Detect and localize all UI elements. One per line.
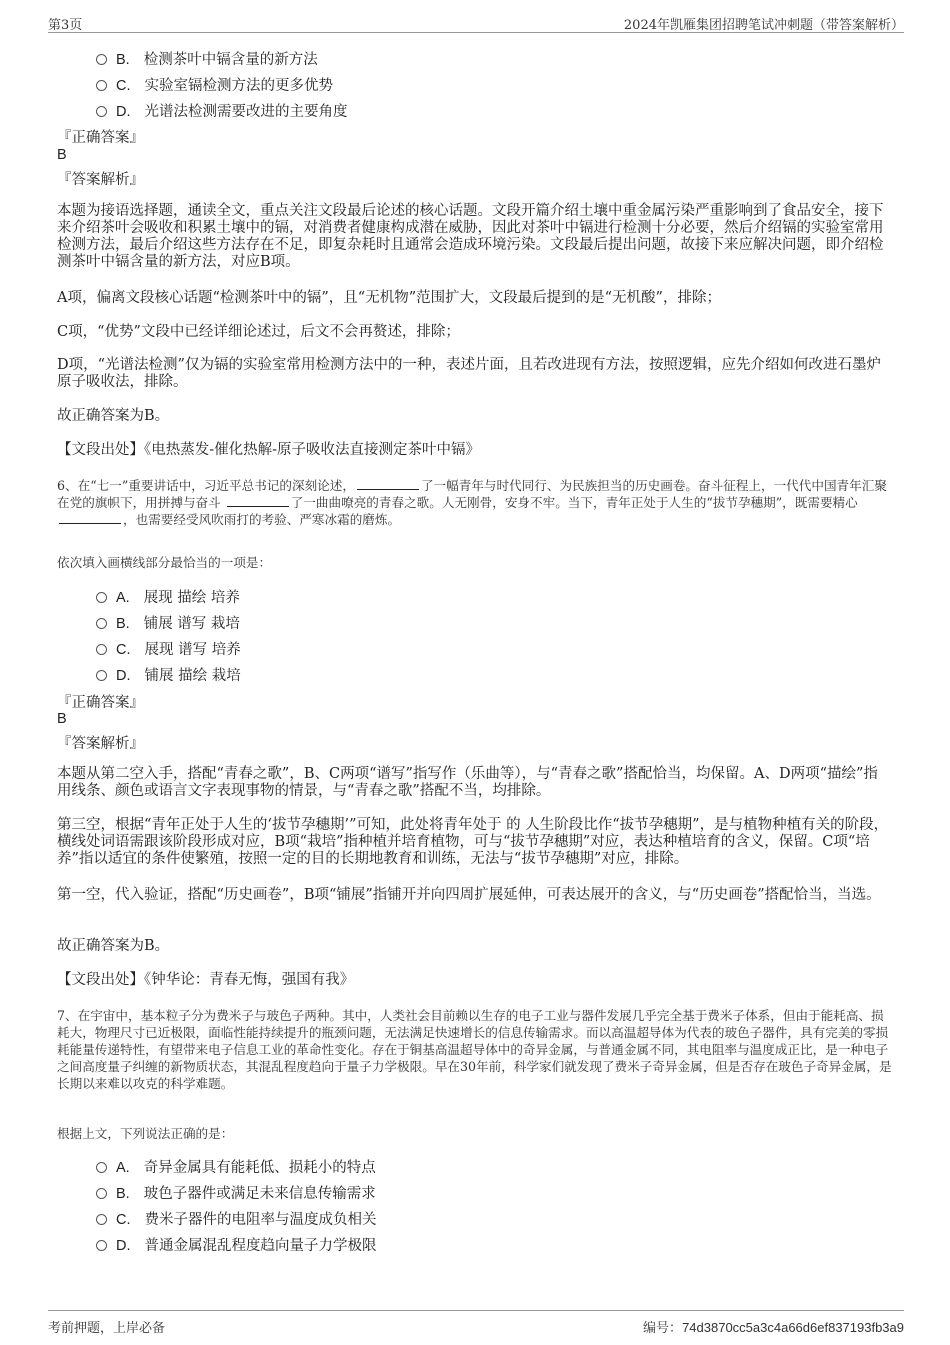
radio-icon[interactable]: [96, 670, 107, 681]
radio-icon[interactable]: [96, 1214, 107, 1225]
radio-icon[interactable]: [96, 80, 107, 91]
analysis-paragraph: C项，“优势”文段中已经详细论述过，后文不会再赘述，排除；: [57, 324, 460, 340]
question-stem: 6、在“七一”重要讲话中，习近平总书记的深刻论述， 了一幅青年与时代同行、为民族担当的历史画卷。奋斗征程上，一代代中国青年汇聚在党的旗帜下，用拼搏与奋斗 了一曲曲嘹亮的青春之歌。人无刚骨，安身不牢。当下，青年正处于人生的“拔节孕穗期”，既需要精心 ，也需要经受风吹雨打的考验、严寒冰霜的磨炼。: [57, 478, 887, 527]
question-stem: 7、在宇宙中，基本粒子分为费米子与玻色子两种。其中，人类社会目前赖以生存的电子工业与器件发展几乎完全基于费米子体系，但由于能耗高、损耗大，物理尺寸已近极限，面临性能持续提升的瓶颈问题，无法满足快速增长的信息传输需求。而以高温超导体为代表的玻色子器件，具有完美的零损耗能量传递特性，有望带来电子信息工业的革命性变化。存在于铜基高温超导体中的奇异金属，与普通金属不同，其电阻率与温度成正比，是一种电子之间高度量子纠缠的新物质状态，其混乱程度趋向于量子力学极限。早在30年前，科学家们就发现了费米子奇异金属，但是否存在玻色子奇异金属，是长期以来难以攻克的科学难题。: [57, 1008, 892, 1091]
analysis-paragraph: D项，“光谱法检测”仅为镉的实验室常用检测方法中的一种，表述片面，且若改进现有方法，按照逻辑，应先介绍如何改进石墨炉原子吸收法，排除。: [57, 357, 881, 390]
analysis-label: 『答案解析』: [57, 172, 144, 188]
document-code: 编号：74d3870cc5a3c4a66d6ef837193fb3a9: [643, 1320, 904, 1336]
radio-icon[interactable]: [96, 644, 107, 655]
source-citation: 【文段出处】《电热蒸发-催化热解-原子吸收法直接测定茶叶中镉》: [57, 442, 481, 458]
page-header: [48, 10, 904, 33]
option-d[interactable]: D. 光谱法检测需要改进的主要角度: [96, 100, 348, 121]
radio-icon[interactable]: [96, 1188, 107, 1199]
analysis-paragraph: 故正确答案为B。: [57, 408, 170, 424]
option-c[interactable]: C. 展现 谱写 培养: [96, 638, 241, 659]
page-number: 第3页: [48, 18, 83, 33]
analysis-paragraph: 本题为接语选择题，通读全文，重点关注文段最后论述的核心话题。文段开篇介绍土壤中重金属污染严重影响到了食品安全，接下来介绍茶叶会吸收和积累土壤中的镉，对消费者健康构成潜在威胁，因此对茶叶中镉进行检测十分必要，然后介绍镉的实验室常用检测方法，最后介绍这些方法存在不足，即复杂耗时且通常会造成环境污染。文段最后提出问题，故接下来应解决问题，即介绍检测茶叶中镉含量的新方法，对应B项。: [57, 203, 884, 270]
option-b[interactable]: B. 检测茶叶中镉含量的新方法: [96, 48, 318, 69]
blank-line: [227, 495, 289, 507]
answer-label: 『正确答案』: [57, 695, 144, 711]
option-b[interactable]: B. 玻色子器件或满足未来信息传输需求: [96, 1182, 376, 1203]
option-a[interactable]: A. 奇异金属具有能耗低、损耗小的特点: [96, 1156, 376, 1177]
answer-label: 『正确答案』: [57, 130, 144, 146]
answer-value: B: [57, 147, 67, 163]
radio-icon[interactable]: [96, 106, 107, 117]
blank-line: [357, 478, 419, 490]
question-prompt: 根据上文，下列说法正确的是：: [57, 1126, 234, 1141]
analysis-paragraph: A项，偏离文段核心话题“检测茶叶中的镉”，且“无机物”范围扩大，文段最后提到的是“无机酸”，排除；: [57, 290, 721, 306]
radio-icon[interactable]: [96, 1240, 107, 1251]
question-prompt: 依次填入画横线部分最恰当的一项是：: [57, 555, 272, 570]
analysis-paragraph: 第一空，代入验证，搭配“历史画卷”，B项“铺展”指铺开并向四周扩展延伸，可表达展开的含义，与“历史画卷”搭配恰当，当选。: [57, 887, 881, 903]
analysis-label: 『答案解析』: [57, 736, 144, 752]
option-d[interactable]: D. 铺展 描绘 栽培: [96, 664, 241, 685]
page-footer: [48, 1310, 904, 1339]
source-citation: 【文段出处】《钟华论：青春无悔，强国有我》: [57, 972, 355, 988]
document-title: 2024年凯雁集团招聘笔试冲刺题（带答案解析）: [623, 18, 904, 33]
answer-value: B: [57, 711, 67, 727]
analysis-paragraph: 故正确答案为B。: [57, 938, 170, 954]
option-b[interactable]: B. 铺展 谱写 栽培: [96, 612, 240, 633]
option-d[interactable]: D. 普通金属混乱程度趋向量子力学极限: [96, 1234, 377, 1255]
blank-line: [59, 512, 121, 524]
analysis-paragraph: 本题从第二空入手，搭配“青春之歌”，B、C两项“谱写”指写作（乐曲等），与“青春之歌”搭配恰当，均保留。A、D两项“描绘”指用线条、颜色或语言文字表现事物的情景，与“青春之歌”搭配不当，均排除。: [57, 766, 878, 799]
footer-slogan: 考前押题，上岸必备: [48, 1321, 166, 1336]
analysis-paragraph: 第三空，根据“青年正处于人生的‘拔节孕穗期’”可知，此处将青年处于 的 人生阶段比作“拔节孕穗期”，是与植物种植有关的阶段，横线处词语需跟该阶段形成对应，B项“栽培”指种植并培育植物，可与“拔节孕穗期”对应，表达种植培育的含义，保留。C项“培养”指以适宜的条件使繁殖，按照一定的目的长期地教育和训练，无法与“拔节孕穗期”对应，排除。: [57, 817, 889, 867]
radio-icon[interactable]: [96, 1162, 107, 1173]
option-c[interactable]: C. 实验室镉检测方法的更多优势: [96, 74, 333, 95]
radio-icon[interactable]: [96, 592, 107, 603]
option-c[interactable]: C. 费米子器件的电阻率与温度成负相关: [96, 1208, 377, 1229]
option-a[interactable]: A. 展现 描绘 培养: [96, 586, 240, 607]
radio-icon[interactable]: [96, 54, 107, 65]
radio-icon[interactable]: [96, 618, 107, 629]
